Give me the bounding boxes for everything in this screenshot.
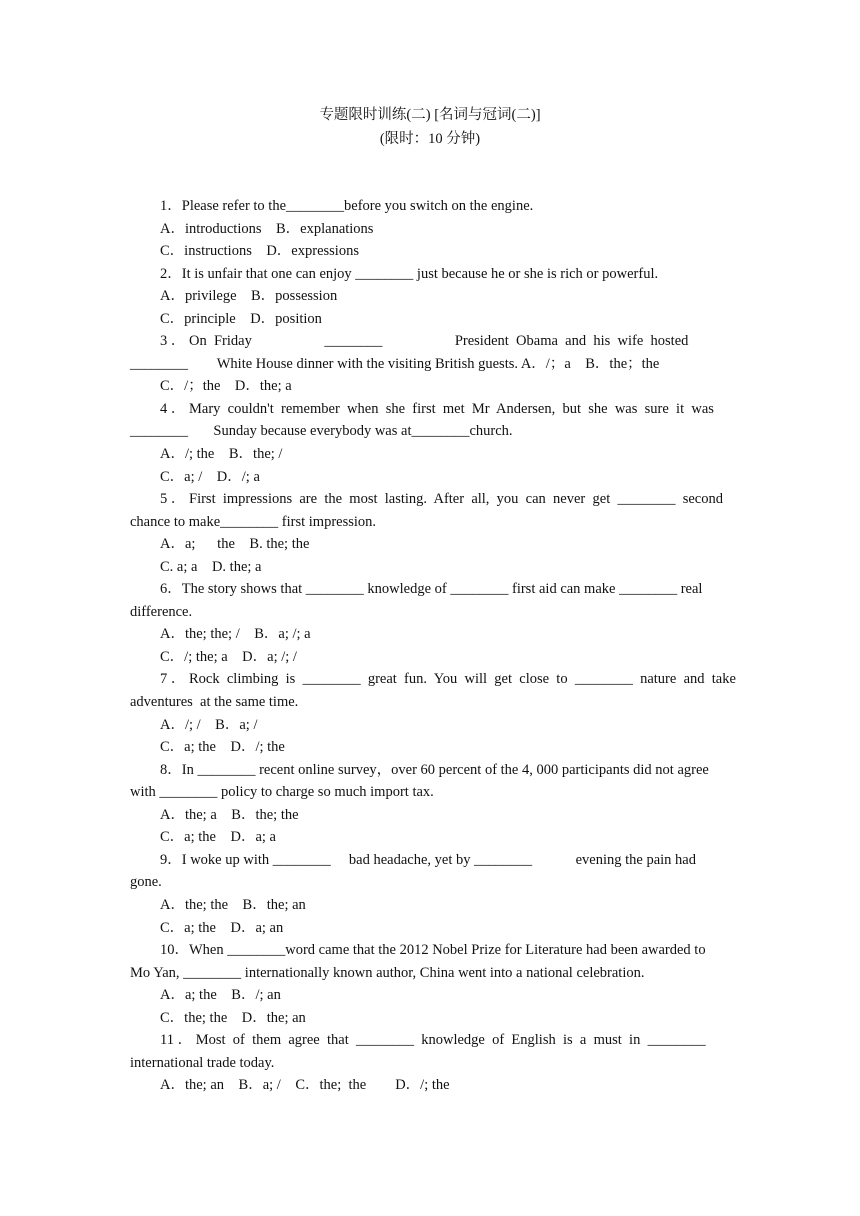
question-3-stem-line1: 3 ． On Friday ________ President Obama and his wife hosted — [160, 333, 689, 350]
question-list — [130, 195, 736, 1097]
time-limit: (限时：10 分钟) — [379, 131, 481, 147]
question-8-stem-line1: 8．In ________ recent online survey，over 60 percent of the 4, 000 participants did not agree — [160, 761, 709, 778]
question-6-stem-line2: difference. — [130, 603, 193, 620]
question-4-stem-line1: 4 ． Mary couldn't remember when she first met Mr Andersen, but she was sure it was — [160, 400, 714, 417]
question-7-options-cd: C．a; the D．/; the — [160, 739, 285, 756]
question-10-stem-line1: 10．When ________word came that the 2012 Nobel Prize for Literature had been awarded to — [160, 942, 706, 959]
question-8-stem-line2: with ________ policy to charge so much import tax. — [130, 784, 434, 801]
question-7-options-ab: A．/; / B．a; / — [160, 716, 258, 733]
question-5-stem-line1: 5 ． First impressions are the most lasting. After all, you can never get ________ second — [160, 491, 723, 508]
question-2-options-cd: C．principle D．position — [160, 310, 322, 327]
question-7-stem-line2: adventures at the same time. — [130, 694, 299, 711]
page-title: 专题限时训练(二) [名词与冠词(二)] — [319, 107, 541, 123]
question-6-options-ab: A．the; the; / B．a; /; a — [160, 626, 311, 643]
question-9-options-cd: C．a; the D．a; an — [160, 919, 284, 936]
question-4-stem-line2: ________ Sunday because everybody was at________church. — [130, 423, 513, 440]
question-11-stem-line2: international trade today. — [130, 1054, 275, 1071]
question-8-options-ab: A．the; a B．the; the — [160, 806, 299, 823]
question-5-options-cd: C. a; a D. the; a — [160, 558, 262, 575]
question-9-stem-line1: 9．I woke up with ________ bad headache, yet by ________ evening the pain had — [160, 851, 696, 868]
question-3-stem-line2: ________ White House dinner with the visiting British guests. A．/；a B．the；the — [130, 355, 660, 372]
question-7-stem-line1: 7 ． Rock climbing is ________ great fun. You will get close to ________ nature and take — [160, 671, 736, 688]
question-10-options-cd: C．the; the D．the; an — [160, 1009, 306, 1026]
question-6-stem-line1: 6．The story shows that ________ knowledge of ________ first aid can make ________ real — [160, 581, 703, 598]
question-2-options-ab: A．privilege B．possession — [160, 288, 338, 305]
question-1-stem: 1．Please refer to the________before you switch on the engine. — [160, 198, 534, 214]
question-5-options-ab: A．a; the B. the; the — [160, 536, 310, 553]
question-1-options-cd: C．instructions D．expressions — [160, 243, 359, 260]
question-2-stem: 2．It is unfair that one can enjoy ________ just because he or she is rich or powerful. — [160, 265, 659, 282]
question-3-options-cd: C．/；the D．the; a — [160, 378, 292, 395]
question-10-options-ab: A．a; the B．/; an — [160, 987, 281, 1004]
question-4-options-ab: A．/; the B．the; / — [160, 446, 283, 463]
question-1-options-ab: A．introductions B．explanations — [160, 220, 374, 237]
question-11-stem-line1: 11 ． Most of them agree that ________ knowledge of English is a must in ________ — [160, 1032, 706, 1049]
question-4-options-cd: C．a; / D．/; a — [160, 468, 260, 485]
question-9-stem-line2: gone. — [130, 874, 162, 891]
question-5-stem-line2: chance to make________ first impression. — [130, 513, 377, 530]
question-6-options-cd: C．/; the; a D．a; /; / — [160, 648, 297, 665]
question-11-options: A．the; an B．a; / C．the; the D．/; the — [160, 1077, 450, 1094]
question-9-options-ab: A．the; the B．the; an — [160, 896, 306, 913]
question-10-stem-line2: Mo Yan, ________ internationally known author, China went into a national celebration. — [130, 964, 645, 981]
question-8-options-cd: C．a; the D．a; a — [160, 829, 276, 846]
